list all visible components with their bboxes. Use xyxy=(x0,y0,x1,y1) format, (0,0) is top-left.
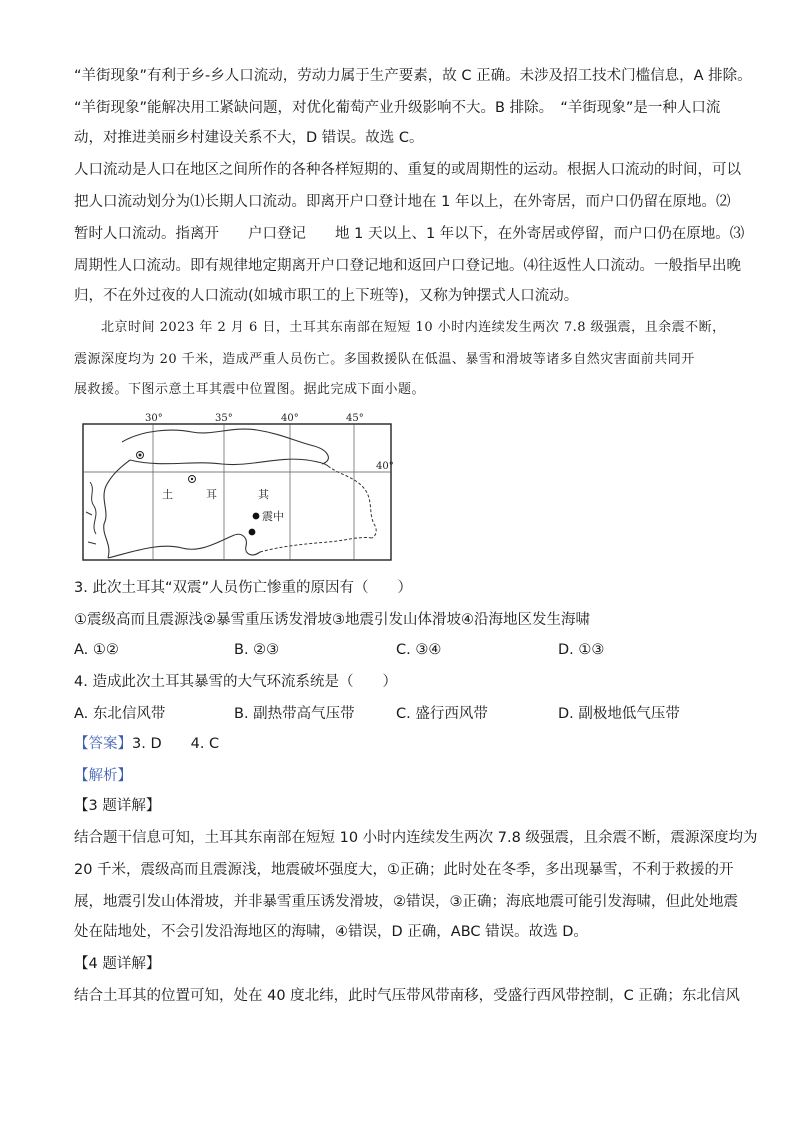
q4-stem: 4. 造成此次土耳其暴雪的大气环流系统是（ ） xyxy=(74,674,397,690)
analysis-tag: 【解析】 xyxy=(74,768,132,784)
q3-option-b: B. ②③ xyxy=(234,642,280,658)
detail3-tag: 【3 题详解】 xyxy=(74,798,161,814)
q4-option-b: B. 副热带高气压带 xyxy=(234,706,355,722)
epicenter-dot-1 xyxy=(253,513,260,520)
material-line-3: 展救援。下图示意土耳其震中位置图。据此完成下面小题。 xyxy=(74,382,426,397)
material-line-2: 震源深度均为 20 千米，造成严重人员伤亡。多国救援队在低温、暴雪和滑坡等诸多自然灾害面前共同开 xyxy=(74,352,695,367)
answer-line xyxy=(74,734,219,754)
q3-option-d: D. ①③ xyxy=(558,642,605,658)
lat-label-40: 40° xyxy=(376,461,394,472)
q4-option-a: A. 东北信风带 xyxy=(74,706,166,722)
turkey-north-coast xyxy=(130,459,328,466)
prev-explanation-line-1: “羊街现象”有利于乡-乡人口流动，劳动力属于生产要素，故 C 正确。未涉及招工技术门槛信息，A 排除。 xyxy=(74,68,752,84)
turkey-east-border xyxy=(328,466,376,538)
q3-option-c: C. ③④ xyxy=(396,642,442,658)
detail3-line-4: 处在陆地处，不会引发沿海地区的海啸，④错误，D 正确，ABC 错误。故选 D。 xyxy=(74,924,588,940)
turkey-south-coast xyxy=(108,534,260,558)
detail3-line-2: 20 千米，震级高而且震源浅，地震破坏强度大，①正确；此时处在冬季，多出现暴雪，不利于救援的开 xyxy=(74,862,734,878)
q4-option-d: D. 副极地低气压带 xyxy=(558,706,680,722)
turkey-west-coast xyxy=(104,460,130,558)
concept-line-4: 周期性人口流动。即有规律地定期离开户口登记地和返回户口登记地。⑷往返性人口流动。一般指早出晚 xyxy=(74,258,741,274)
detail3-line-1: 结合题干信息可知，土耳其东南部在短短 10 小时内连续发生两次 7.8 级强震，且余震不断，震源深度均为 xyxy=(74,830,758,846)
q3-stem: 3. 此次土耳其“双震”人员伤亡惨重的原因有（ ） xyxy=(74,580,412,596)
detail3-line-3: 展，地震引发山体滑坡，并非暴雪重压诱发滑坡，②错误，③正确；海底地震可能引发海啸，但此处地震 xyxy=(74,894,738,910)
material-line-1: 北京时间 2023 年 2 月 6 日，土耳其东南部在短短 10 小时内连续发生两次 7.8 级强震，且余震不断， xyxy=(74,320,726,335)
detail4-tag: 【4 题详解】 xyxy=(74,956,161,972)
lon-label-40: 40° xyxy=(281,413,299,424)
answer-text: 3. D 4. C xyxy=(132,736,220,752)
country-char-3: 其 xyxy=(258,488,269,501)
epicenter-label: 震中 xyxy=(262,510,284,523)
country-char-2: 耳 xyxy=(206,488,217,501)
concept-line-2: 把人口流动划分为⑴长期人口流动。即离开户口登计地在 1 年以上，在外寄居，而户口仍留在原地。⑵ xyxy=(74,194,731,210)
country-char-1: 土 xyxy=(162,488,173,501)
concept-line-3: 暂时人口流动。指离开 户口登记 地 1 天以上、1 年以下，在外寄居或停留，而户口仍在原地。⑶ xyxy=(74,226,745,242)
q3-option-a: A. ①② xyxy=(74,642,119,658)
lon-label-35: 35° xyxy=(215,413,233,424)
q3-items: ①震级高而且震源浅②暴雪重压诱发滑坡③地震引发山体滑坡④沿海地区发生海啸 xyxy=(74,612,590,628)
islands xyxy=(86,482,96,544)
prev-explanation-line-3: 动，对推进美丽乡村建设关系不大，D 错误。故选 C。 xyxy=(74,130,424,146)
epicenter-dot-2 xyxy=(249,529,256,536)
detail4-line-1: 结合土耳其的位置可知，处在 40 度北纬，此时气压带风带南移，受盛行西风带控制，C 正确；东北信风 xyxy=(74,988,740,1004)
q4-option-c: C. 盛行西风带 xyxy=(396,706,488,722)
turkey-south-border xyxy=(260,538,372,552)
turkey-epicenter-map xyxy=(82,412,394,562)
prev-explanation-line-2: “羊街现象”能解决用工紧缺问题，对优化葡萄产业升级影响不大。B 排除。 “羊街现象”是一种人口流 xyxy=(74,100,721,116)
lon-label-45: 45° xyxy=(346,413,364,424)
answer-tag: 【答案】 xyxy=(74,736,132,752)
lon-label-30: 30° xyxy=(145,413,163,424)
concept-line-1: 人口流动是人口在地区之间所作的各种各样短期的、重复的或周期性的运动。根据人口流动的时间，可以 xyxy=(74,162,741,178)
concept-line-5: 归，不在外过夜的人口流动(如城市职工的上下班等)，又称为钟摆式人口流动。 xyxy=(74,288,579,304)
